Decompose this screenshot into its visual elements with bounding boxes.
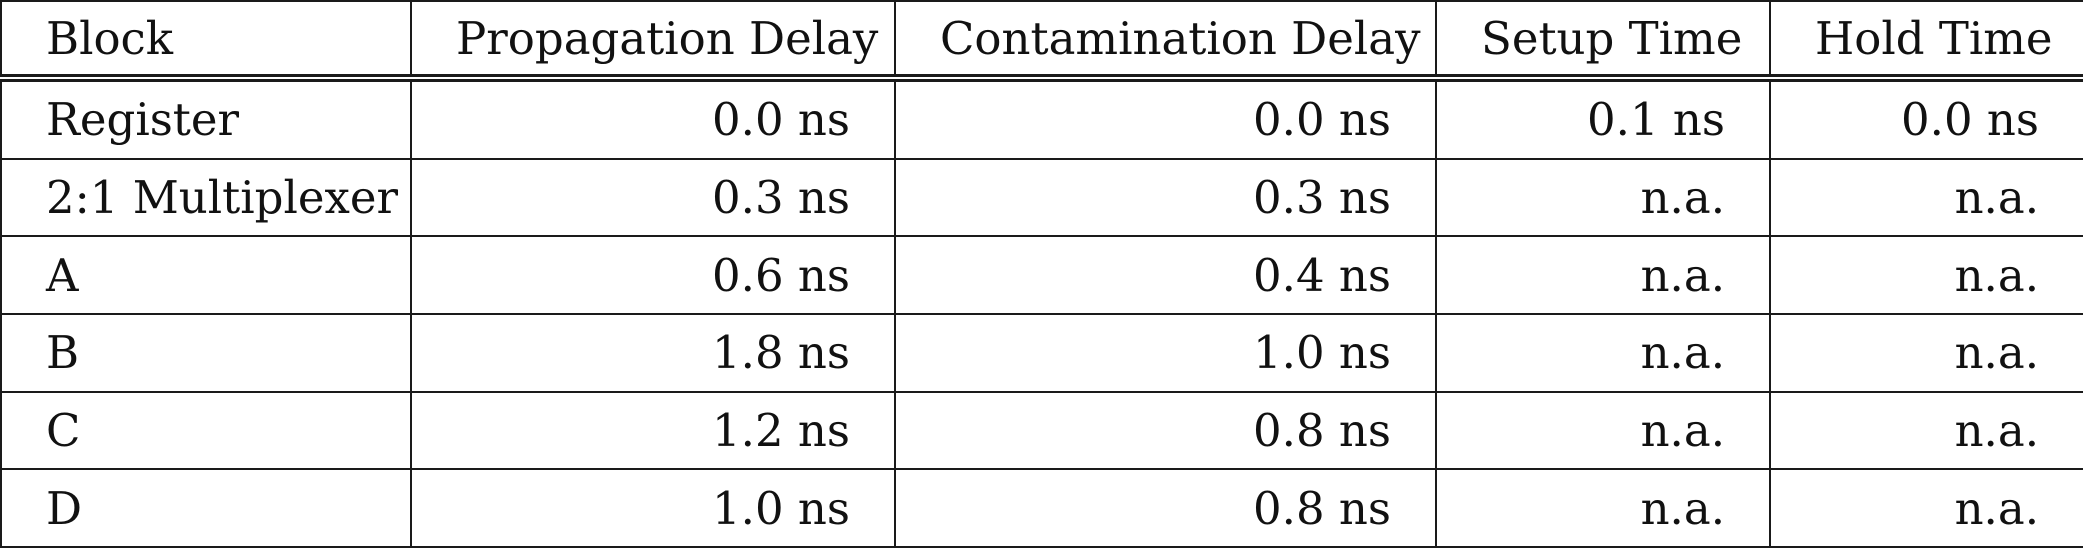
header-block: Block xyxy=(1,1,411,78)
cell-setup-time: 0.1 ns xyxy=(1436,78,1770,159)
cell-block: B xyxy=(1,314,411,392)
table-header xyxy=(1,1,2083,78)
cell-block: Register xyxy=(1,78,411,159)
cell-block: D xyxy=(1,469,411,547)
cell-contamination-delay: 0.4 ns xyxy=(895,236,1436,314)
cell-propagation-delay: 0.0 ns xyxy=(411,78,895,159)
cell-hold-time: 0.0 ns xyxy=(1770,78,2083,159)
header-row xyxy=(1,1,2083,78)
table-row xyxy=(1,159,2083,237)
table-body xyxy=(1,78,2083,547)
cell-hold-time: n.a. xyxy=(1770,314,2083,392)
cell-hold-time: n.a. xyxy=(1770,236,2083,314)
header-propagation-delay: Propagation Delay xyxy=(411,1,895,78)
cell-setup-time: n.a. xyxy=(1436,314,1770,392)
cell-block: 2:1 Multiplexer xyxy=(1,159,411,237)
table-row xyxy=(1,469,2083,547)
cell-contamination-delay: 0.3 ns xyxy=(895,159,1436,237)
cell-setup-time: n.a. xyxy=(1436,236,1770,314)
cell-contamination-delay: 0.8 ns xyxy=(895,469,1436,547)
cell-contamination-delay: 0.8 ns xyxy=(895,392,1436,470)
cell-setup-time: n.a. xyxy=(1436,392,1770,470)
cell-propagation-delay: 0.6 ns xyxy=(411,236,895,314)
cell-propagation-delay: 1.2 ns xyxy=(411,392,895,470)
table-row xyxy=(1,392,2083,470)
cell-setup-time: n.a. xyxy=(1436,159,1770,237)
cell-contamination-delay: 1.0 ns xyxy=(895,314,1436,392)
cell-propagation-delay: 0.3 ns xyxy=(411,159,895,237)
table-row xyxy=(1,236,2083,314)
header-contamination-delay: Contamination Delay xyxy=(895,1,1436,78)
header-setup-time: Setup Time xyxy=(1436,1,1770,78)
cell-setup-time: n.a. xyxy=(1436,469,1770,547)
cell-hold-time: n.a. xyxy=(1770,159,2083,237)
cell-hold-time: n.a. xyxy=(1770,469,2083,547)
cell-contamination-delay: 0.0 ns xyxy=(895,78,1436,159)
cell-block: A xyxy=(1,236,411,314)
cell-propagation-delay: 1.0 ns xyxy=(411,469,895,547)
cell-block: C xyxy=(1,392,411,470)
table-row xyxy=(1,78,2083,159)
table-row xyxy=(1,314,2083,392)
cell-propagation-delay: 1.8 ns xyxy=(411,314,895,392)
header-hold-time: Hold Time xyxy=(1770,1,2083,78)
cell-hold-time: n.a. xyxy=(1770,392,2083,470)
